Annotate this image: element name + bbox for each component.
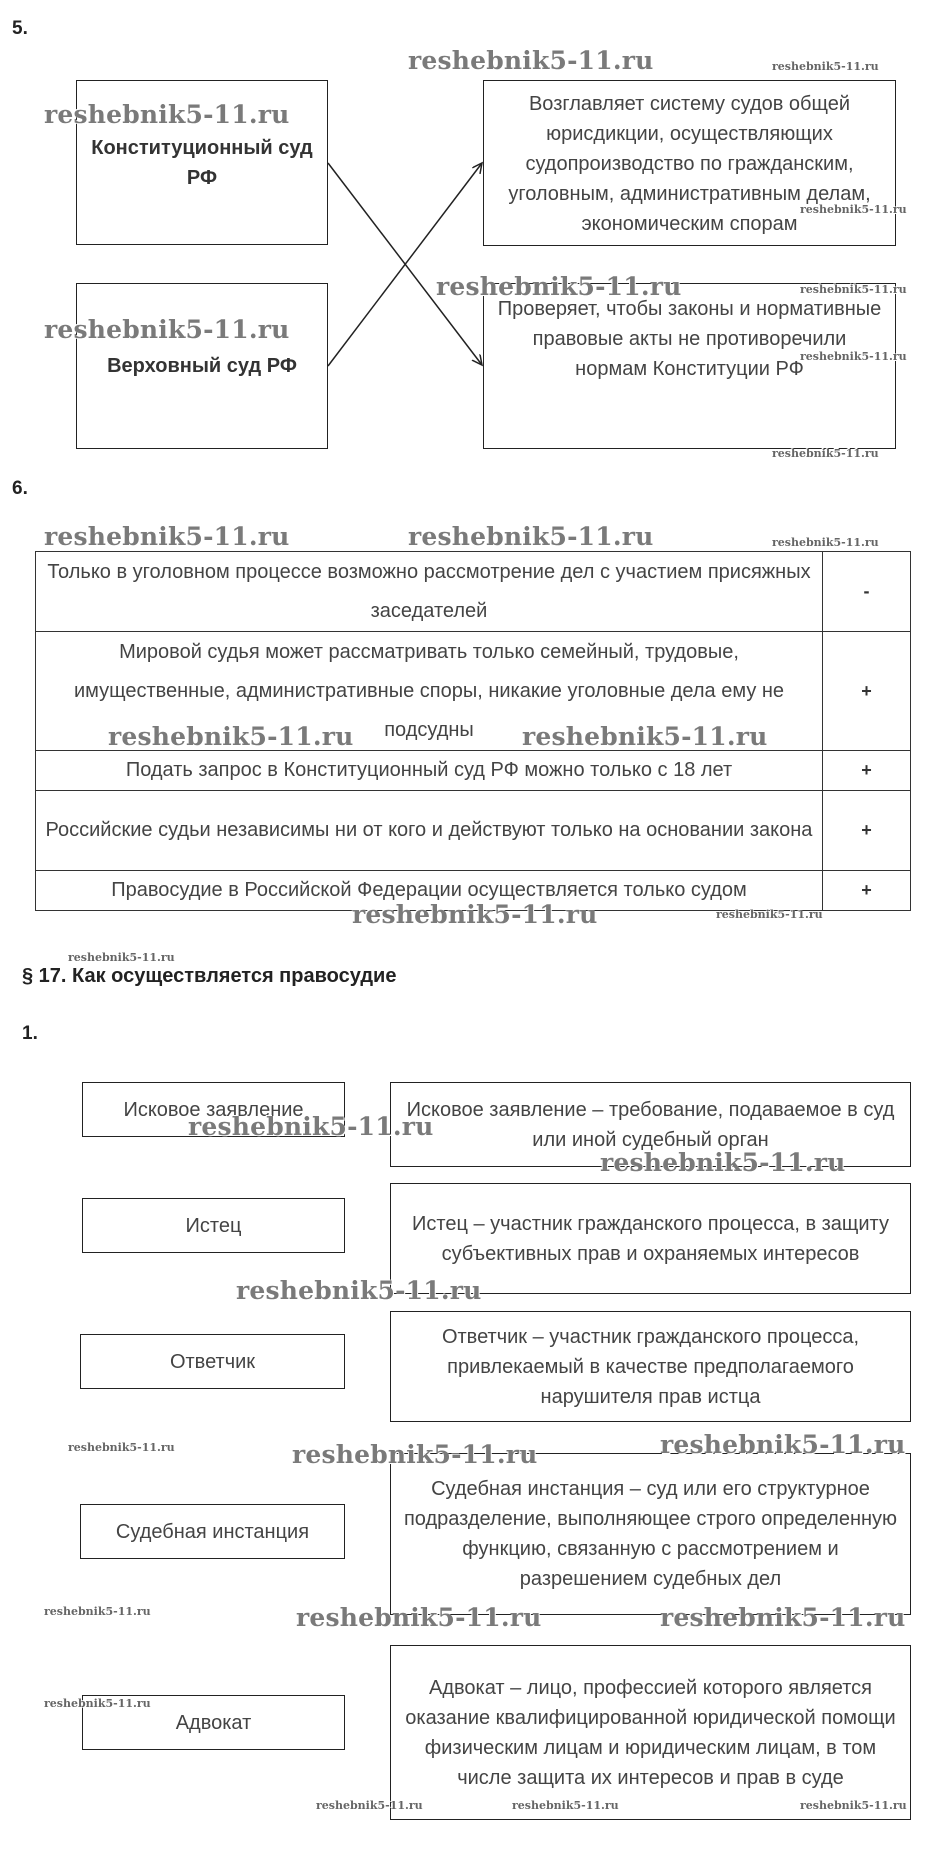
mark-cell: + xyxy=(823,871,911,911)
watermark: reshebnik5-11.ru xyxy=(772,60,879,73)
watermark: reshebnik5-11.ru xyxy=(716,908,823,921)
table-row xyxy=(36,751,911,791)
definition-box-otvetchik: Ответчик – участник гражданского процесса, привлекаемый в качестве предполагаемого нарушителя прав истца xyxy=(390,1311,911,1422)
watermark: reshebnik5-11.ru xyxy=(660,1430,906,1459)
watermark: reshebnik5-11.ru xyxy=(600,1148,846,1177)
right-box-general-jurisdiction: Возглавляет систему судов общей юрисдикции, осуществляющих судопроизводство по гражданским, уголовным, административным делам, экономическим спорам xyxy=(483,80,896,246)
watermark: reshebnik5-11.ru xyxy=(44,1697,151,1710)
definition-box-istets: Истец – участник гражданского процесса, в защиту субъективных прав и охраняемых интересов xyxy=(390,1183,911,1294)
watermark: reshebnik5-11.ru xyxy=(108,722,354,751)
watermark: reshebnik5-11.ru xyxy=(772,447,879,460)
watermark: reshebnik5-11.ru xyxy=(408,522,654,551)
watermark: reshebnik5-11.ru xyxy=(800,283,907,296)
term-box-otvetchik: Ответчик xyxy=(80,1334,345,1389)
statement-cell: Только в уголовном процессе возможно рассмотрение дел с участием присяжных заседателей xyxy=(36,552,823,632)
mark-cell: + xyxy=(823,632,911,751)
task1-number: 1. xyxy=(22,1023,38,1044)
watermark: reshebnik5-11.ru xyxy=(800,350,907,363)
term-box-isk: Исковое заявление xyxy=(82,1082,345,1137)
mark-cell: + xyxy=(823,791,911,871)
watermark: reshebnik5-11.ru xyxy=(316,1799,423,1812)
task6-number: 6. xyxy=(12,478,28,499)
watermark: reshebnik5-11.ru xyxy=(236,1276,482,1305)
watermark: reshebnik5-11.ru xyxy=(44,100,290,129)
definition-box-isk: Исковое заявление – требование, подаваемое в суд или иной судебный орган xyxy=(390,1082,911,1167)
statement-cell: Российские судьи независимы ни от кого и действуют только на основании закона xyxy=(36,791,823,871)
table-row xyxy=(36,791,911,871)
statement-cell: Мировой судья может рассматривать только семейный, трудовые, имущественные, административные споры, никакие уголовные дела ему не подсудны xyxy=(36,632,823,751)
term-box-instance: Судебная инстанция xyxy=(80,1504,345,1559)
left-box-supreme-court: Верховный суд РФ xyxy=(76,283,328,449)
watermark: reshebnik5-11.ru xyxy=(296,1603,542,1632)
statement-cell: Правосудие в Российской Федерации осуществляется только судом xyxy=(36,871,823,911)
watermark: reshebnik5-11.ru xyxy=(800,203,907,216)
table-row xyxy=(36,552,911,632)
watermark: reshebnik5-11.ru xyxy=(512,1799,619,1812)
definition-box-instance: Судебная инстанция – суд или его структурное подразделение, выполняющее строго определенную функцию, связанную с рассмотрением и разрешением судебных дел xyxy=(390,1453,911,1615)
watermark: reshebnik5-11.ru xyxy=(408,46,654,75)
right-box-constitution-check: Проверяет, чтобы законы и нормативные правовые акты не противоречили нормам Конституции РФ xyxy=(483,283,896,449)
watermark: reshebnik5-11.ru xyxy=(800,1799,907,1812)
definition-box-advokat: Адвокат – лицо, профессией которого является оказание квалифицированной юридической помощи физическим лицам и юридическим лицам, в том числе защита их интересов и прав в суде xyxy=(390,1645,911,1820)
left-box-constitutional-court: Конституционный суд РФ xyxy=(76,80,328,245)
term-box-advokat: Адвокат xyxy=(82,1695,345,1750)
watermark: reshebnik5-11.ru xyxy=(352,900,598,929)
watermark: reshebnik5-11.ru xyxy=(44,315,290,344)
watermark: reshebnik5-11.ru xyxy=(660,1603,906,1632)
statement-cell: Подать запрос в Конституционный суд РФ можно только с 18 лет xyxy=(36,751,823,791)
watermark: reshebnik5-11.ru xyxy=(68,1441,175,1454)
watermark: reshebnik5-11.ru xyxy=(292,1440,538,1469)
watermark: reshebnik5-11.ru xyxy=(188,1112,434,1141)
watermark: reshebnik5-11.ru xyxy=(436,272,682,301)
mark-cell: - xyxy=(823,552,911,632)
term-box-istets: Истец xyxy=(82,1198,345,1253)
mark-cell: + xyxy=(823,751,911,791)
watermark: reshebnik5-11.ru xyxy=(772,536,879,549)
watermark: reshebnik5-11.ru xyxy=(522,722,768,751)
watermark: reshebnik5-11.ru xyxy=(44,1605,151,1618)
task5-number: 5. xyxy=(12,18,28,39)
section-title: § 17. Как осуществляется правосудие xyxy=(22,965,397,987)
watermark: reshebnik5-11.ru xyxy=(44,522,290,551)
watermark: reshebnik5-11.ru xyxy=(68,951,175,964)
